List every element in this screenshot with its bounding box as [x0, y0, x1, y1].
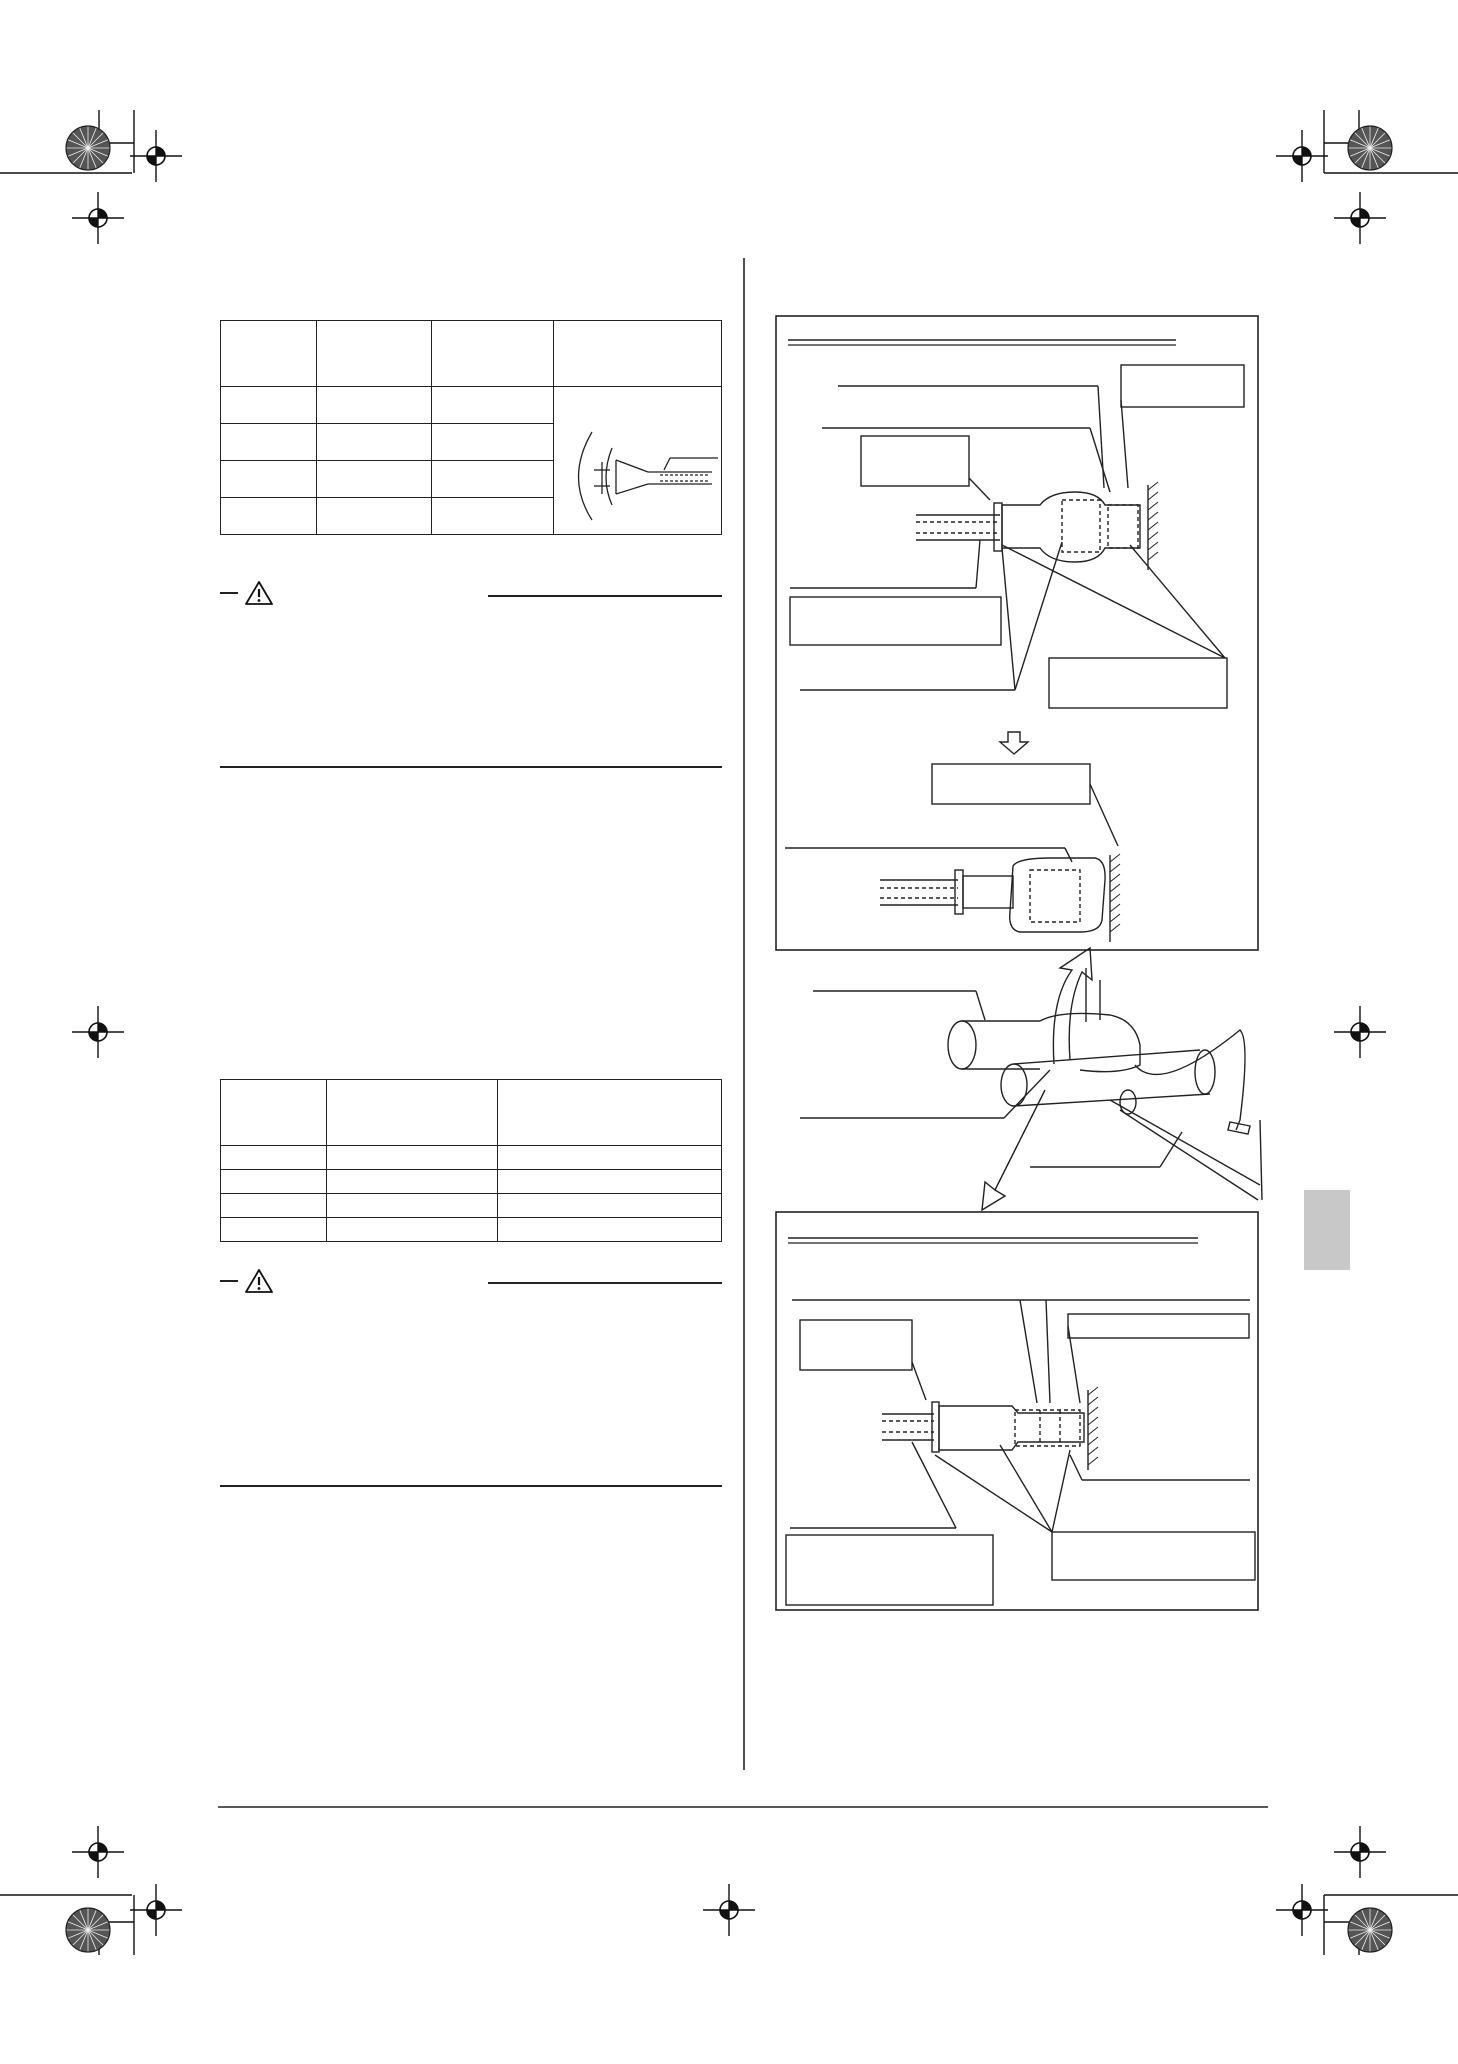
- warning-triangle-icon: [244, 580, 274, 606]
- registration-mark-right: [1334, 1006, 1386, 1058]
- warning-top-rule-2: [488, 1282, 722, 1284]
- torque-table-header-2: [327, 1080, 498, 1146]
- table-cell: [221, 461, 317, 498]
- table-cell: [327, 1146, 498, 1170]
- flare-table-header-4: [554, 321, 722, 387]
- warning-heading-1: [220, 580, 280, 606]
- warning-bottom-rule-2: [220, 1485, 722, 1487]
- registration-mark-left: [72, 1006, 124, 1058]
- table-cell: [432, 424, 554, 461]
- warning-top-rule-1: [488, 595, 722, 597]
- table-cell: [432, 461, 554, 498]
- flare-table-header-2: [317, 321, 432, 387]
- flare-table-header-3: [432, 321, 554, 387]
- table-cell: [221, 1194, 327, 1218]
- table-cell: [498, 1218, 722, 1242]
- table-cell: [221, 424, 317, 461]
- table-cell: [498, 1146, 722, 1170]
- table-cell: [498, 1170, 722, 1194]
- table-cell: [221, 1218, 327, 1242]
- warning-heading-2: [220, 1268, 280, 1294]
- warning-dash: [220, 1280, 238, 1282]
- torque-table-header-1: [221, 1080, 327, 1146]
- table-cell: [317, 387, 432, 424]
- warning-dash: [220, 592, 238, 594]
- table-cell: [432, 387, 554, 424]
- table-cell: [221, 387, 317, 424]
- registration-mark-bottom-center: [703, 1884, 755, 1936]
- table-cell: [221, 1146, 327, 1170]
- table-cell: [327, 1218, 498, 1242]
- table-cell: [221, 1170, 327, 1194]
- table-cell: [317, 424, 432, 461]
- table-cell: [221, 498, 317, 535]
- language-section-tab: [1304, 1190, 1350, 1270]
- warning-bottom-rule-1: [220, 766, 722, 768]
- table-cell: [317, 498, 432, 535]
- flare-table-header-1: [221, 321, 317, 387]
- flare-figure-cell: [554, 387, 722, 535]
- insulation-figure-lower: [776, 1212, 1258, 1610]
- crop-mark-bottom-left: [0, 1826, 182, 1955]
- torque-table: [220, 1079, 722, 1242]
- warning-triangle-icon: [244, 1268, 274, 1294]
- table-cell: [498, 1194, 722, 1218]
- torque-table-header-3: [498, 1080, 722, 1146]
- crop-mark-top-left: [0, 110, 182, 244]
- table-cell: [327, 1170, 498, 1194]
- table-cell: [327, 1194, 498, 1218]
- table-cell: [432, 498, 554, 535]
- crop-mark-bottom-right: [1276, 1826, 1458, 1955]
- table-cell: [317, 461, 432, 498]
- flare-dimension-table: [220, 320, 722, 535]
- pipe-isometric-figure: [800, 948, 1262, 1210]
- crop-mark-top-right: [1276, 110, 1458, 244]
- insulation-figure-upper: [776, 316, 1258, 950]
